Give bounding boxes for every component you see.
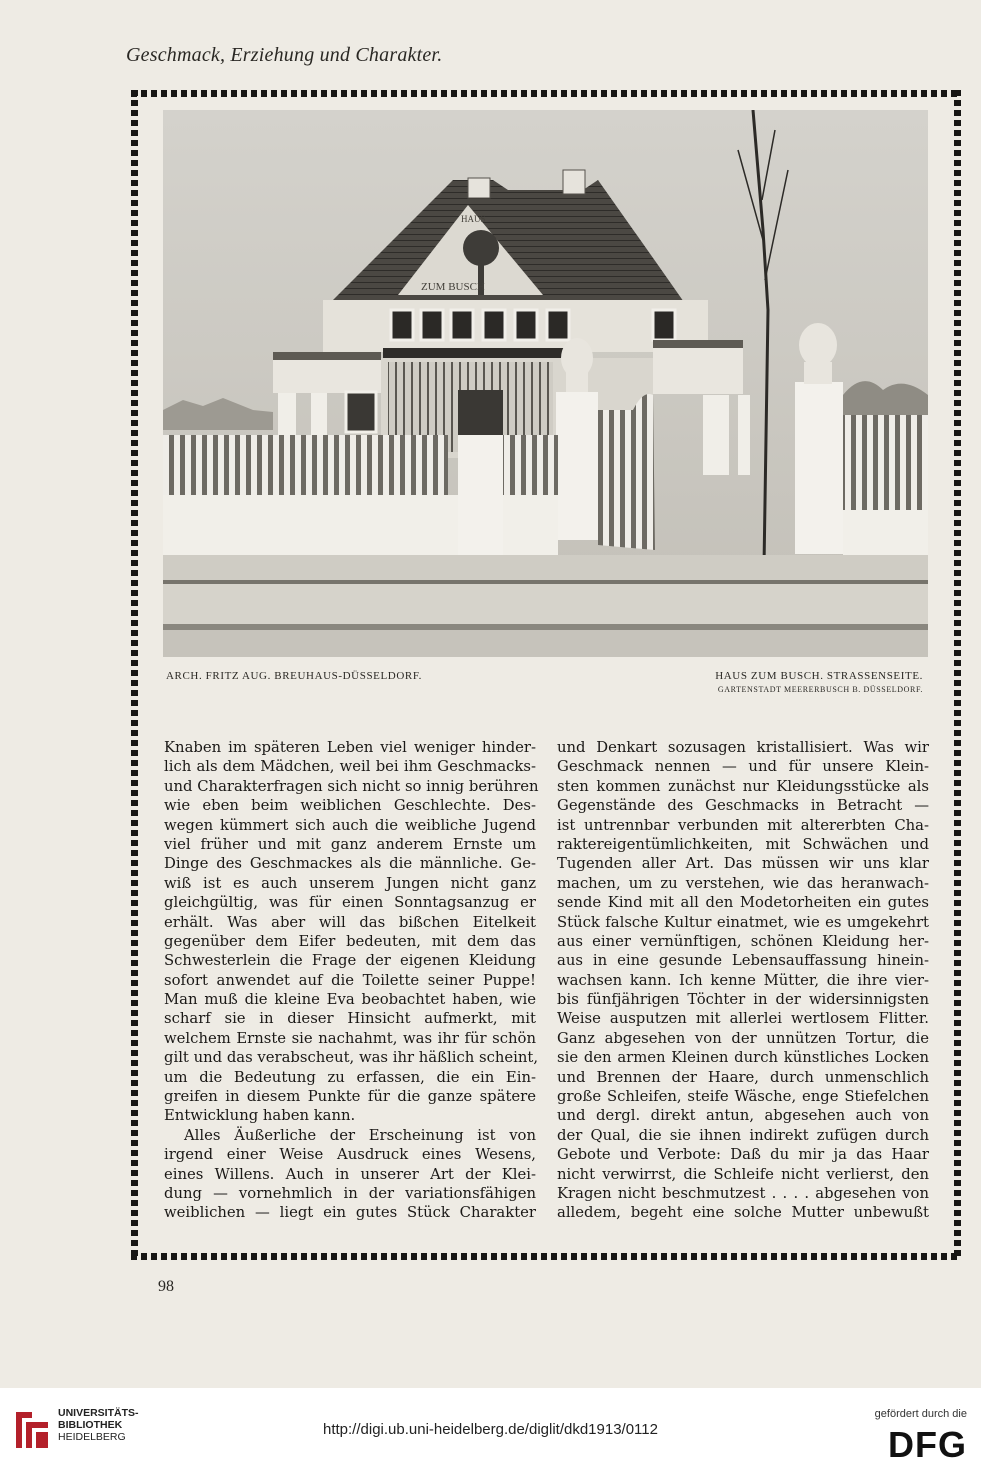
text-line: wegen kümmert sich auch die weibliche Jugend [164,816,536,834]
text-line: ist untrennbar verbunden mit altererbten Cha- [557,816,929,834]
text-line: Alles Äußerliche der Erscheinung ist von [184,1126,536,1144]
photo-caption [715,670,923,694]
text-line: scharf sie in dieser Hinsicht aufmerkt, mit [164,1010,536,1028]
text-line: Gebote und Verbote: Daß du mir ja das Haar [557,1146,929,1164]
text-line: Gegenstände des Geschmacks in Betracht — [557,797,929,815]
text-line: wachsen kann. Ich kenne Mütter, die ihre vier- [557,971,929,989]
photo-caption-location: GARTENSTADT MEERERBUSCH B. DÜSSELDORF. [717,685,923,694]
text-line: welchem Ernste sie nachahmt, was ihr für schön [164,1029,536,1047]
library-name-line1: UNIVERSITÄTS- [58,1407,139,1419]
house-photograph [163,110,928,657]
text-line: Dinge des Geschmackes als die männliche. Ge- [164,855,536,873]
text-line: viel früher und mit ganz anderem Ernste um [164,835,536,853]
frame-top [131,90,961,97]
text-line: und Denkart sozusagen kristallisiert. Was wir [557,739,929,756]
text-line: um die Bedeutung zu erfassen, die ein Ein- [164,1068,536,1086]
dfg-logo: DFG [888,1424,967,1465]
text-line: erhält. Was aber will das bißchen Eitelkeit [164,913,536,931]
text-line: große Schleifen, steife Wäsche, enge Stiefelchen [557,1088,929,1106]
photo-caption-title: HAUS ZUM BUSCH. STRASSENSEITE. [715,670,923,682]
library-name-line2: BIBLIOTHEK [58,1419,123,1431]
text-line: lich als dem Mädchen, weil bei ihm Geschmacks- [164,758,536,776]
text-line: sten kommen zunächst nur Kleidungsstücke als [557,777,929,795]
text-line: der Qual, die sie ihnen indirekt zufügen durch [557,1126,929,1144]
text-line: sofort anwendet auf die Toilette seiner Puppe! [164,971,536,989]
frame-right [954,90,961,1260]
running-head: Geschmack, Erziehung und Charakter. [126,44,443,66]
text-line: machen, um zu verstehen, wie das heranwach- [557,874,929,892]
text-line: eines Willens. Auch in unserer Art der Klei- [164,1165,536,1183]
text-line: Geschmack nennen — und für unsere Klein- [557,758,929,776]
text-line: weiblichen — liegt ein gutes Stück Charakter [164,1204,536,1222]
text-line: Knaben im späteren Leben viel weniger hinder- [164,739,536,756]
text-line: Ganz abgesehen von der unnützen Tortur, die [557,1029,929,1047]
text-line: sende Kind mit all den Modetorheiten ein gutes [557,894,929,912]
text-line: Tugenden aller Art. Das müssen wir uns klar [557,855,929,873]
text-line: Kragen nicht beschmutzest . . . . abgesehen von [557,1184,929,1202]
text-line: bis fünfjährigen Töchter in der widersinnigsten [557,991,929,1009]
frame-bottom [131,1253,961,1260]
digitization-footer [0,1388,981,1473]
text-line: nicht verwirrst, die Schleife nicht verlierst, den [557,1165,929,1183]
permalink-url[interactable]: http://digi.ub.uni-heidelberg.de/diglit/dkd1913/0112 [323,1421,658,1438]
text-line: irgend einer Weise Ausdruck eines Wesens, [164,1146,536,1164]
text-line: greifen in diesem Punkte für die ganze spätere [164,1088,536,1106]
text-line: und Charakterfragen sich nicht so innig berühren [164,777,539,795]
text-line: sie den armen Kleinen durch künstliches Locken [557,1049,929,1067]
gable-motto: HAUS [461,214,486,224]
text-line: gleichgültig, was für einen Sonntagsanzug er [164,894,536,912]
page-number: 98 [158,1278,174,1295]
text-line: wie eben beim weiblichen Geschlechte. Des- [164,797,536,815]
text-line: Entwicklung haben kann. [164,1107,356,1125]
text-line: gegenüber dem Eifer bedeuten, mit dem das [164,932,536,950]
text-line: Weise ausputzen mit allerlei wertlosem Flitter. [557,1010,929,1028]
text-line: aus einer vernünftigen, schönen Kleidung her- [557,932,929,950]
text-line: Man muß die kleine Eva beobachtet haben, wie [164,991,536,1009]
gable-text: ZUM BUSCH [421,281,485,293]
architect-caption: ARCH. FRITZ AUG. BREUHAUS-DÜSSELDORF. [166,670,423,682]
text-column-left [164,738,539,1223]
text-line: und Brennen der Haare, durch unmenschlich [557,1068,929,1086]
text-line: gilt und das verabscheut, was ihr häßlich scheint, [164,1049,539,1067]
text-line: wiß ist es auch unserem Jungen nicht ganz [164,874,536,892]
text-line: aus in eine gesunde Lebensauffassung hinein- [557,952,929,970]
text-line: Schwesterlein die Frage der eigenen Kleidung [164,952,536,970]
library-name-line3: HEIDELBERG [58,1431,126,1443]
text-column-right [557,738,929,1223]
text-line: dung — vornehmlich in der variationsfähigen [164,1184,536,1202]
text-line: alledem, begeht eine solche Mutter unbewußt [557,1204,929,1222]
frame-left [131,90,138,1260]
text-line: Stück falsche Kultur einatmet, wie es umgekehrt [557,913,929,931]
text-line: raktereigentümlichkeiten, mit Schwächen und [557,835,929,853]
funded-by-label: gefördert durch die [874,1408,967,1420]
text-line: und dergl. direkt antun, abgesehen auch von [557,1107,929,1125]
